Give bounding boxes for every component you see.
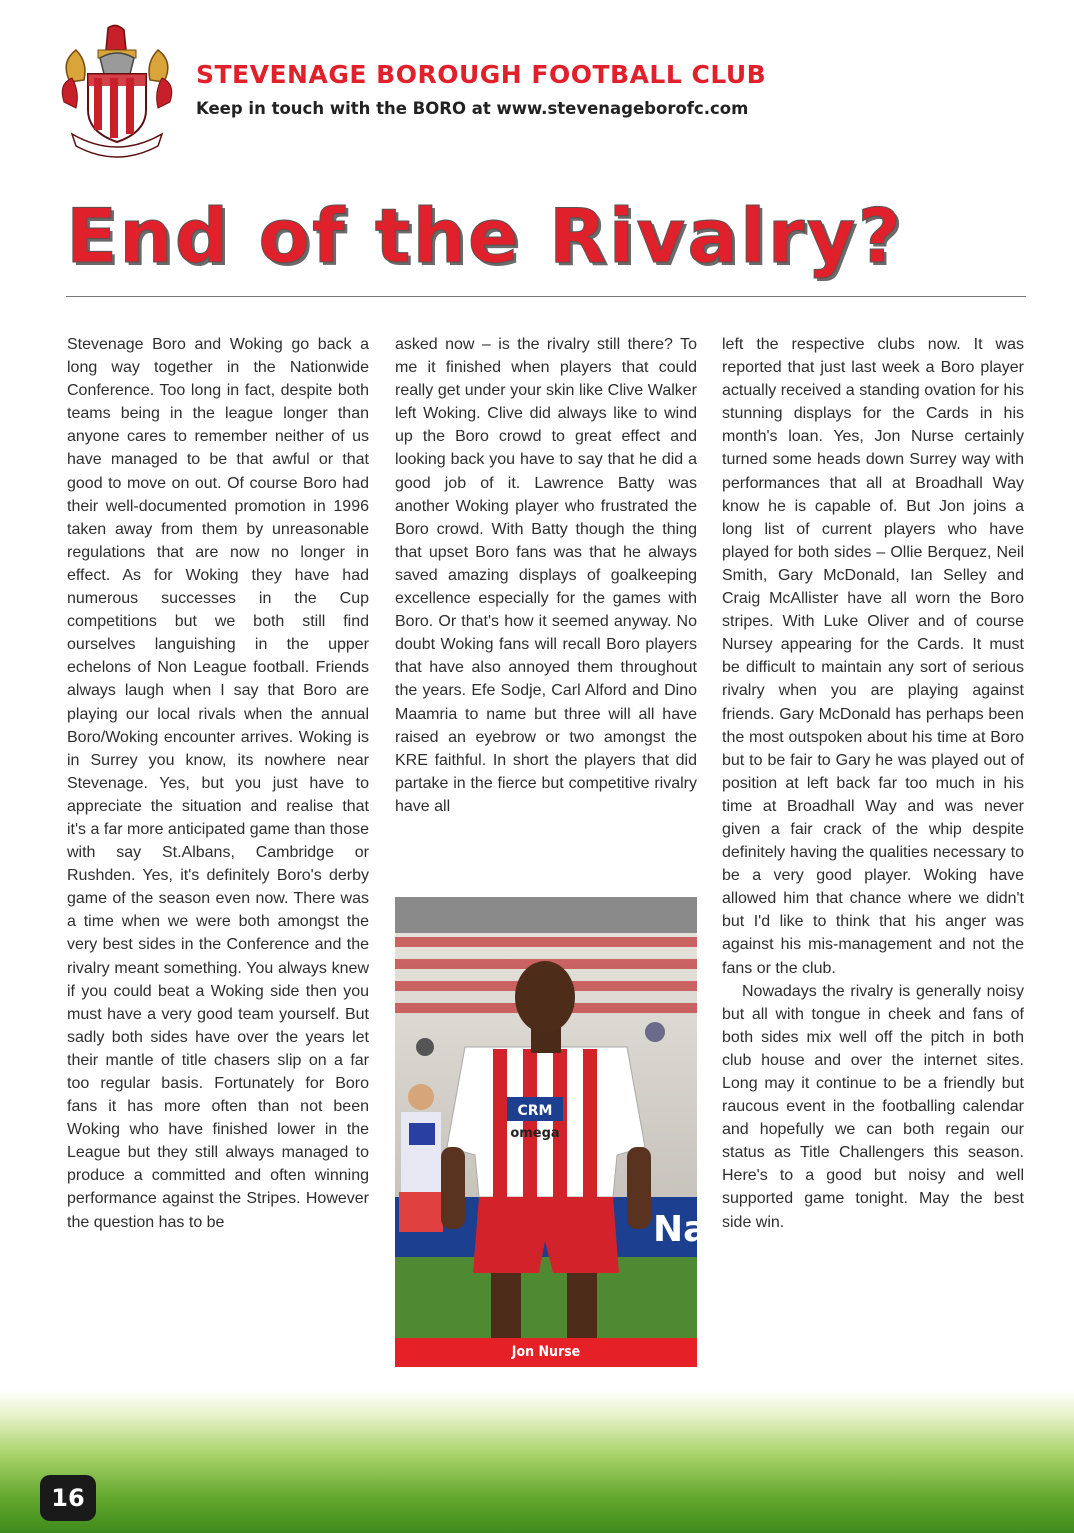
article-paragraph: left the respective clubs now. It was reported that just last week a Boro player actually received a standing ovation for his stunning displays for the Cards in his month's loan. Yes, Jon Nurse certainly turned some heads down Surrey way with performances that all at Broadhall Way know he is capable of. But Jon joins a long list of current players who have played for both sides – Ollie Berquez, Neil Smith, Gary McDonald, Ian Selley and Craig McAllister have all worn the Boro stripes. With Luke Oliver and of course Nursey appearing for the Cards. It must be difficult to maintain any sort of serious rivalry when you are playing against friends. Gary McDonald has perhaps been the most outspoken about his time at Boro but to be fair to Gary he was played out of position at left back far too much in his time at Broadhall Way and was never given a fair crack of the whip despite definitely having the qualities necessary to be a very good player. Woking have allowed him that chance where we didn't but I'd like to think that his anger was against his mis-management and not the fans or the club.	[722, 336, 1024, 977]
article-paragraph: Nowadays the rivalry is generally noisy but all with tongue in cheek and fans of both sides mix well off the pitch in both club house and over the internet sites. Long may it continue to be a friendly but raucous event in the footballing calendar and hopefully we can both regain our status as Title Challengers this season. Here's to a good but noisy and well supported game tonight. May the best side win.	[722, 982, 1024, 1231]
article-column-3	[722, 333, 1024, 1234]
player-photo	[395, 897, 708, 1367]
article-column-1	[67, 333, 369, 1234]
article-column-2	[395, 333, 697, 818]
article-headline: End of the Rivalry?	[66, 192, 903, 280]
club-tagline: Keep in touch with the BORO at www.stevenageborofc.com	[196, 99, 749, 118]
photo-caption: Jon Nurse	[395, 1338, 697, 1367]
club-crest-icon	[58, 22, 176, 157]
shirt-sponsor: omega	[510, 1126, 560, 1141]
grass-footer-decoration	[0, 1390, 1074, 1533]
board-text: Na	[653, 1209, 708, 1250]
headline-divider	[66, 296, 1026, 297]
article-paragraph: asked now – is the rivalry still there? To me it finished when players that could really get under your skin like Clive Walker left Woking. Clive did always like to wind up the Boro crowd to great effect and looking back you have to say that he did a good job of it. Lawrence Batty was another Woking player who frustrated the Boro crowd. With Batty though the thing that upset Boro fans was that he always saved amazing displays of goalkeeping excellence especially for the games with Boro. Or that's how it seemed anyway. No doubt Woking fans will recall Boro players that have also annoyed them throughout the years. Efe Sodje, Carl Alford and Dino Maamria to name but three will all have raised an eyebrow or two amongst the KRE faithful. In short the players that did partake in the fierce but competitive rivalry have all	[395, 336, 697, 815]
shirt-logo: CRM	[517, 1103, 553, 1119]
club-name: STEVENAGE BOROUGH FOOTBALL CLUB	[196, 60, 767, 89]
article-paragraph: Stevenage Boro and Woking go back a long way together in the Nationwide Conference. Too long in fact, despite both teams being in the league longer than anyone cares to remember neither of us have managed to be that awful or that good to move on out. Of course Boro had their well-documented promotion in 1996 taken away from them by unreasonable regulations that are now no longer in effect. As for Woking they have had numerous successes in the Cup competitions but we both still find ourselves languishing in the upper echelons of Non League football. Friends always laugh when I say that Boro are playing our local rivals when the annual Boro/Woking encounter arrives. Woking is in Surrey you know, its nowhere near Stevenage. Yes, but you just have to appreciate the situation and realise that it's a far more anticipated game than those with say St.Albans, Cambridge or Rushden. Yes, it's definitely Boro's derby game of the season even now. There was a time when we were both amongst the very best sides in the Conference and the rivalry meant something. You always knew if you could beat a Woking side then you must have a very good team yourself. But sadly both sides have over the years let their mantle of title chasers slip on a far too regular basis. Fortunately for Boro fans it has more often than not been Woking who have finished lower in the League but they still always managed to produce a committed and often winning performance against the Stripes. However the question has to be	[67, 336, 369, 1231]
page-number: 16	[40, 1475, 96, 1521]
